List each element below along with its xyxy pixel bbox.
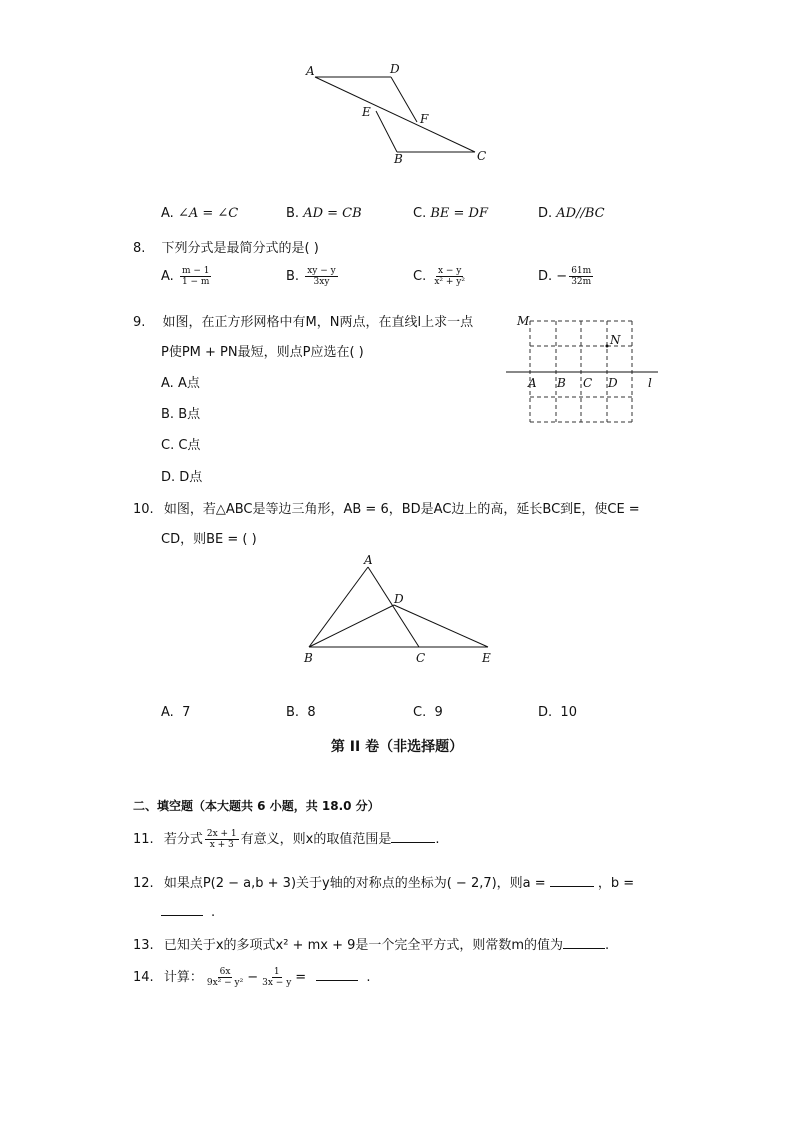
label-A: A [306,64,315,78]
q11-answer-blank[interactable] [391,830,435,843]
q9-option-c[interactable]: C. C点 [161,438,201,453]
q8-stem [133,237,319,256]
grid-label-N: N [610,333,621,347]
label-C: C [477,149,487,163]
label-D: D [390,62,400,76]
part2-title: 第 II 卷（非选择题） [330,739,464,755]
tri-label-E: E [482,651,491,665]
q8-option-a[interactable]: A. $\frac{m - 1}{1 - m}$ [161,266,210,287]
label-B: B [394,152,403,166]
q14: 14. 计算： $\frac{6x}{\text{9x² − y²}}$ − $\frac{1}{3x - y}$ = . [133,967,371,988]
q8-option-d[interactable]: D. − $\frac{61m}{32m}$ [538,266,592,287]
q8-text: 下列分式是最简分式的是( ) [161,241,319,256]
q7-option-a[interactable]: A. ∠A = ∠C [161,206,239,221]
q10-stem-line2: CD，则BE = ( ) [161,532,257,547]
q12-answer-b-blank[interactable] [161,903,203,916]
grid-label-C: C [583,376,593,390]
q13: 13. 已知关于x的多项式x² + mx + 9是一个完全平方式，则常数m的值为 . [133,938,610,953]
q12-line2: . [161,903,215,920]
grid-label-B: B [557,376,566,390]
q9-option-b[interactable]: B. B点 [161,407,201,422]
section2-heading: 二、填空题（本大题共 6 小题，共 18.0 分） [133,799,380,813]
q9-stem-line2: P使PM + PN最短，则点P应选在( ) [161,345,364,360]
label-F: F [420,112,429,126]
q8-option-b[interactable]: B. $\frac{xy - y}{3xy}$ [286,266,336,287]
q12-line1: 12. 如果点P(2 − a,b + 3)关于y轴的对称点的坐标为( − 2,7)，则a = ，b = [133,876,635,891]
q13-answer-blank[interactable] [563,936,605,949]
q7-option-b[interactable]: B. AD = CB [286,206,362,221]
grid-label-A: A [528,376,537,390]
q9-option-d[interactable]: D. D点 [161,470,203,485]
triangle-figure [295,550,505,670]
q8-number: 8. [133,241,146,256]
point-N [606,345,609,348]
q10-option-b[interactable]: B. 8 [286,705,316,720]
q12-answer-a-blank[interactable] [550,874,594,887]
q9-option-a[interactable]: A. A点 [161,376,200,391]
q11: 11. 若分式 $\frac{2x + 1}{x + 3}$ 有意义，则x的取值范围是 . [133,829,440,850]
q10-option-c[interactable]: C. 9 [413,705,443,720]
q10-stem-line1: 10. 如图，若△ABC是等边三角形，AB = 6，BD是AC边上的高，延长BC到E，使CE = [133,502,640,517]
tri-label-A: A [364,553,373,567]
parallelogram-figure [290,55,510,175]
q8-option-c[interactable]: C. $\frac{x - y}{\text{x² + y²}}$ [413,266,465,287]
grid-figure [500,308,670,428]
tri-label-C: C [416,651,426,665]
q10-option-a[interactable]: A. 7 [161,705,191,720]
tri-label-B: B [304,651,313,665]
tri-label-D: D [394,592,404,606]
q14-answer-blank[interactable] [316,968,358,981]
label-E: E [362,105,371,119]
q7-option-c[interactable]: C. BE = DF [413,206,489,221]
grid-label-M: M [517,314,530,328]
q7-option-d[interactable]: D. AD//BC [538,206,605,221]
grid-label-l: l [648,376,652,390]
q9-stem-line1: 9. 如图，在正方形网格中有M，N两点，在直线l上求一点 [133,315,474,330]
q10-option-d[interactable]: D. 10 [538,705,577,720]
grid-label-D: D [608,376,618,390]
